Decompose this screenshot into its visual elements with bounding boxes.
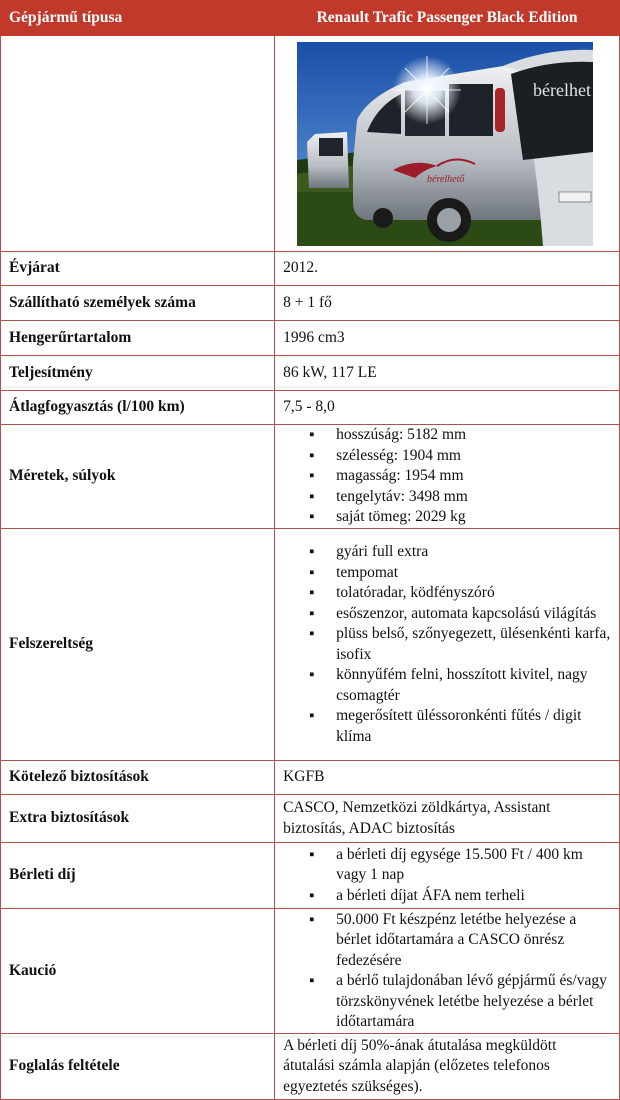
label-fogyasztas: Átlagfogyasztás (l/100 km) (1, 391, 275, 425)
label-kaucio: Kaució (1, 909, 275, 1034)
meretek-list (283, 425, 611, 528)
value-fogyasztas: 7,5 - 8,0 (275, 391, 620, 425)
header-model-name: Renault Trafic Passenger Black Edition (275, 1, 620, 36)
value-evjarat: 2012. (275, 252, 620, 286)
row-foglalas (1, 1034, 620, 1100)
value-felszereltseg (275, 529, 620, 761)
list-item: ▪ plüss belső, szőnyegezett, ülésenkénti karfa, isofix (336, 624, 611, 665)
van-rear-lettering: bérelhet (533, 79, 592, 100)
row-fogyasztas (1, 391, 620, 425)
row-teljesitmeny (1, 356, 620, 391)
felszereltseg-list (283, 542, 611, 747)
list-item: ▪ gyári full extra (336, 542, 611, 563)
label-berleti: Bérleti díj (1, 843, 275, 909)
row-kaucio (1, 909, 620, 1034)
list-item: ▪ a bérlő tulajdonában lévő gépjármű és/vagy törzskönyvének letétbe helyezése a bérlet időtartamára (336, 971, 611, 1033)
row-extra (1, 795, 620, 843)
value-extra: CASCO, Nemzetközi zöldkártya, Assistant biztosítás, ADAC biztosítás (275, 795, 620, 843)
label-meretek: Méretek, súlyok (1, 425, 275, 529)
list-item: ▪ magasság: 1954 mm (336, 466, 611, 487)
header-type-label: Gépjármű típusa (1, 1, 275, 36)
list-item: ▪ a bérleti díjat ÁFA nem terheli (336, 886, 611, 907)
row-szemelyek (1, 286, 620, 321)
row-kotelezo (1, 761, 620, 795)
value-foglalas: A bérleti díj 50%-ának átutalása megküldött átutalási számla alapján (előzetes telefonos egyeztetés szükséges). (275, 1034, 620, 1100)
value-kaucio (275, 909, 620, 1034)
photo-cell (275, 36, 620, 252)
van-side-lettering: bérelhető (427, 173, 465, 185)
label-evjarat: Évjárat (1, 252, 275, 286)
photo-row (1, 36, 620, 252)
label-kotelezo: Kötelező biztosítások (1, 761, 275, 795)
header-row (1, 1, 620, 36)
van-photo (297, 42, 593, 246)
list-item: ▪ megerősített üléssoronkénti fűtés / digit klíma (336, 706, 611, 747)
value-kotelezo: KGFB (275, 761, 620, 795)
photo-row-label (1, 36, 275, 252)
label-felszereltseg: Felszereltség (1, 529, 275, 761)
list-item: ▪ könnyűfém felni, hosszított kivitel, nagy csomagtér (336, 665, 611, 706)
label-henger: Hengerűrtartalom (1, 321, 275, 356)
value-henger: 1996 cm3 (275, 321, 620, 356)
list-item: ▪ hosszúság: 5182 mm (336, 425, 611, 446)
label-teljesitmeny: Teljesítmény (1, 356, 275, 391)
label-foglalas: Foglalás feltétele (1, 1034, 275, 1100)
list-item: ▪ tempomat (336, 563, 611, 584)
value-szemelyek: 8 + 1 fő (275, 286, 620, 321)
row-meretek (1, 425, 620, 529)
list-item: ▪ tengelytáv: 3498 mm (336, 487, 611, 508)
row-evjarat (1, 252, 620, 286)
list-item: ▪ 50.000 Ft készpénz letétbe helyezése a bérlet időtartamára a CASCO önrész fedezésére (336, 910, 611, 972)
label-szemelyek: Szállítható személyek száma (1, 286, 275, 321)
row-henger (1, 321, 620, 356)
list-item: ▪ szélesség: 1904 mm (336, 446, 611, 467)
value-teljesitmeny: 86 kW, 117 LE (275, 356, 620, 391)
value-berleti (275, 843, 620, 909)
list-item: ▪ tolatóradar, ködfényszóró (336, 583, 611, 604)
kaucio-list (283, 910, 611, 1033)
list-item: ▪ saját tömeg: 2029 kg (336, 507, 611, 528)
berleti-list (283, 845, 611, 907)
label-extra: Extra biztosítások (1, 795, 275, 843)
row-berleti (1, 843, 620, 909)
list-item: ▪ esőszenzor, automata kapcsolású világítás (336, 604, 611, 625)
row-felszereltseg (1, 529, 620, 761)
list-item: ▪ a bérleti díj egysége 15.500 Ft / 400 km vagy 1 nap (336, 845, 611, 886)
value-meretek (275, 425, 620, 529)
